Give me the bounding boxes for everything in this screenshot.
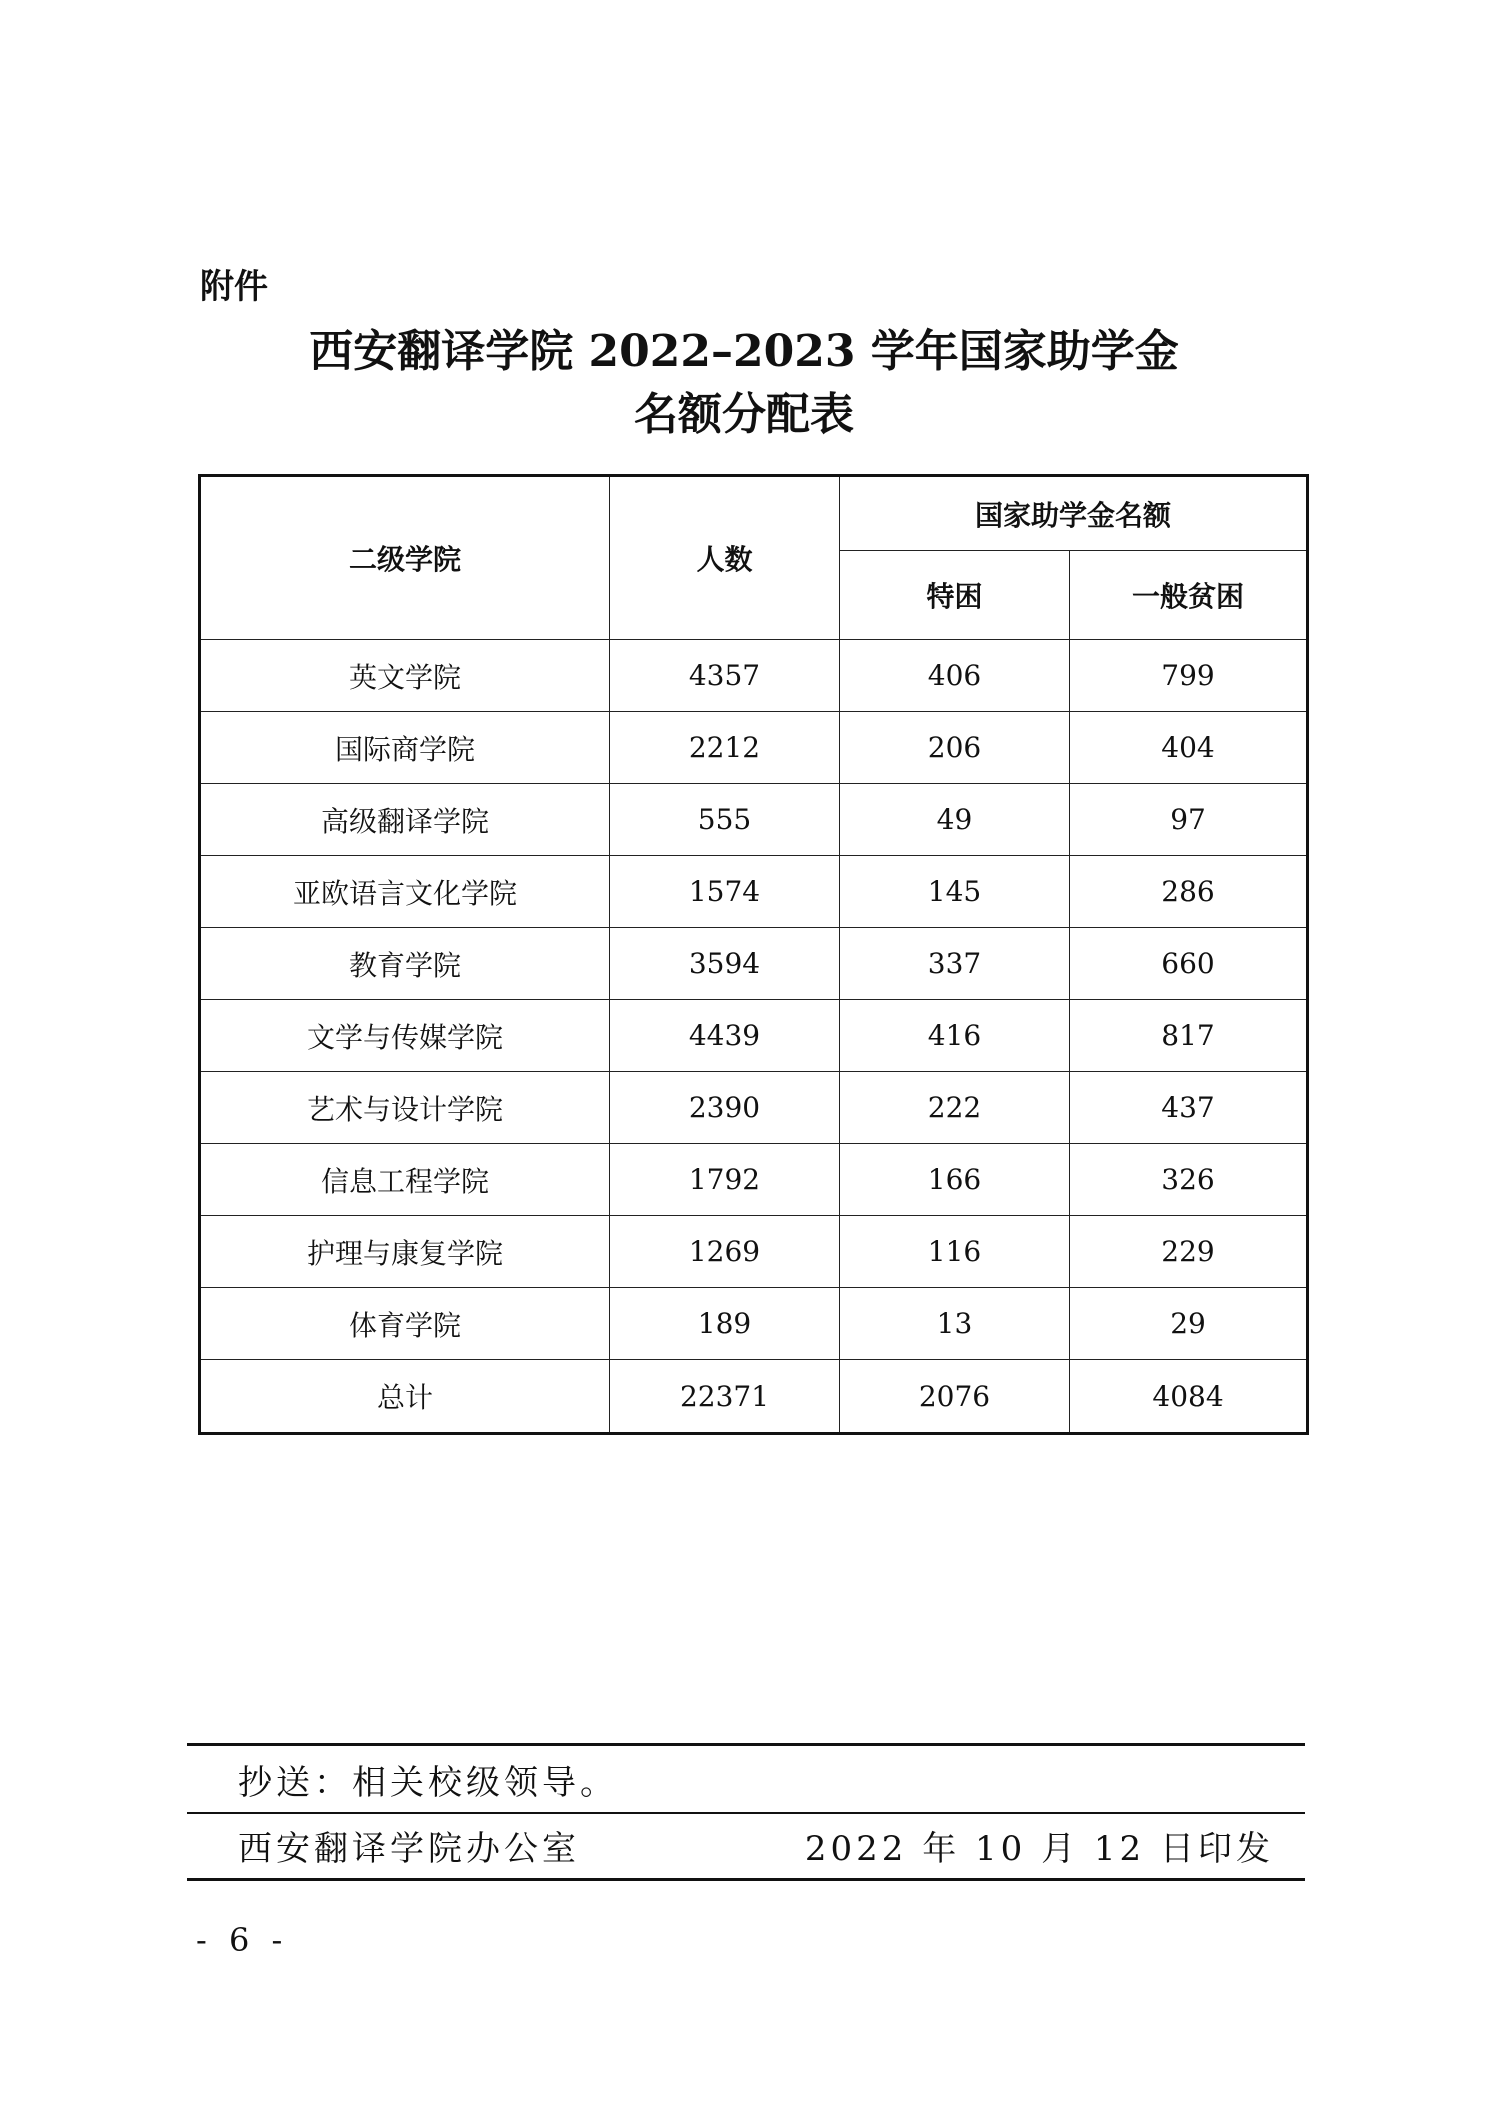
cell-special: 337	[840, 928, 1070, 1000]
cell-special: 416	[840, 1000, 1070, 1072]
document-title-line-1: 西安翻译学院 2022–2023 学年国家助学金	[309, 326, 1179, 377]
cell-general: 817	[1070, 1000, 1308, 1072]
footer-rule-top	[187, 1743, 1305, 1746]
cell-count: 555	[610, 784, 840, 856]
table-row	[200, 928, 1308, 1000]
cell-special: 13	[840, 1288, 1070, 1360]
cell-special: 166	[840, 1144, 1070, 1216]
table-row	[200, 712, 1308, 784]
total-label: 总计	[200, 1360, 610, 1434]
cell-count: 3594	[610, 928, 840, 1000]
document-title-line-2: 名额分配表	[634, 389, 854, 440]
header-grant-group: 国家助学金名额	[840, 476, 1308, 551]
cell-general: 229	[1070, 1216, 1308, 1288]
cell-count: 2212	[610, 712, 840, 784]
issue-date: 2022 年 10 月 12 日印发	[804, 1829, 1274, 1869]
cell-general: 29	[1070, 1288, 1308, 1360]
table-row	[200, 1000, 1308, 1072]
cell-count: 4357	[610, 640, 840, 712]
footer-rule-bottom	[187, 1878, 1305, 1881]
cell-general: 660	[1070, 928, 1308, 1000]
cell-special: 222	[840, 1072, 1070, 1144]
cell-college: 护理与康复学院	[200, 1216, 610, 1288]
table-row	[200, 1072, 1308, 1144]
total-special: 2076	[840, 1360, 1070, 1434]
cell-count: 1269	[610, 1216, 840, 1288]
quota-allocation-table	[198, 474, 1309, 1435]
cell-college: 高级翻译学院	[200, 784, 610, 856]
table-row	[200, 856, 1308, 928]
cell-special: 145	[840, 856, 1070, 928]
issuing-office: 西安翻译学院办公室	[238, 1829, 580, 1869]
table-row	[200, 784, 1308, 856]
table-row	[200, 1144, 1308, 1216]
table-row	[200, 1288, 1308, 1360]
cell-special: 116	[840, 1216, 1070, 1288]
cell-count: 4439	[610, 1000, 840, 1072]
cell-college: 文学与传媒学院	[200, 1000, 610, 1072]
cell-general: 286	[1070, 856, 1308, 928]
cell-count: 189	[610, 1288, 840, 1360]
cell-college: 体育学院	[200, 1288, 610, 1360]
cc-line: 抄送：相关校级领导。	[238, 1763, 618, 1803]
cell-college: 艺术与设计学院	[200, 1072, 610, 1144]
footer-rule-middle	[187, 1812, 1305, 1814]
cell-general: 404	[1070, 712, 1308, 784]
cell-special: 49	[840, 784, 1070, 856]
cell-general: 437	[1070, 1072, 1308, 1144]
header-count: 人数	[610, 476, 840, 640]
header-college: 二级学院	[200, 476, 610, 640]
header-special: 特困	[840, 551, 1070, 640]
table-total-row	[200, 1360, 1308, 1434]
cell-general: 326	[1070, 1144, 1308, 1216]
page-number: - 6 -	[196, 1921, 289, 1959]
cell-general: 799	[1070, 640, 1308, 712]
cell-college: 亚欧语言文化学院	[200, 856, 610, 928]
table-row	[200, 640, 1308, 712]
cell-count: 1574	[610, 856, 840, 928]
cell-special: 406	[840, 640, 1070, 712]
header-general: 一般贫困	[1070, 551, 1308, 640]
cell-college: 英文学院	[200, 640, 610, 712]
attachment-label: 附件	[200, 267, 268, 307]
cell-count: 1792	[610, 1144, 840, 1216]
cell-special: 206	[840, 712, 1070, 784]
table-row	[200, 1216, 1308, 1288]
cell-college: 信息工程学院	[200, 1144, 610, 1216]
cell-count: 2390	[610, 1072, 840, 1144]
total-count: 22371	[610, 1360, 840, 1434]
cell-college: 教育学院	[200, 928, 610, 1000]
cell-general: 97	[1070, 784, 1308, 856]
cell-college: 国际商学院	[200, 712, 610, 784]
total-general: 4084	[1070, 1360, 1308, 1434]
